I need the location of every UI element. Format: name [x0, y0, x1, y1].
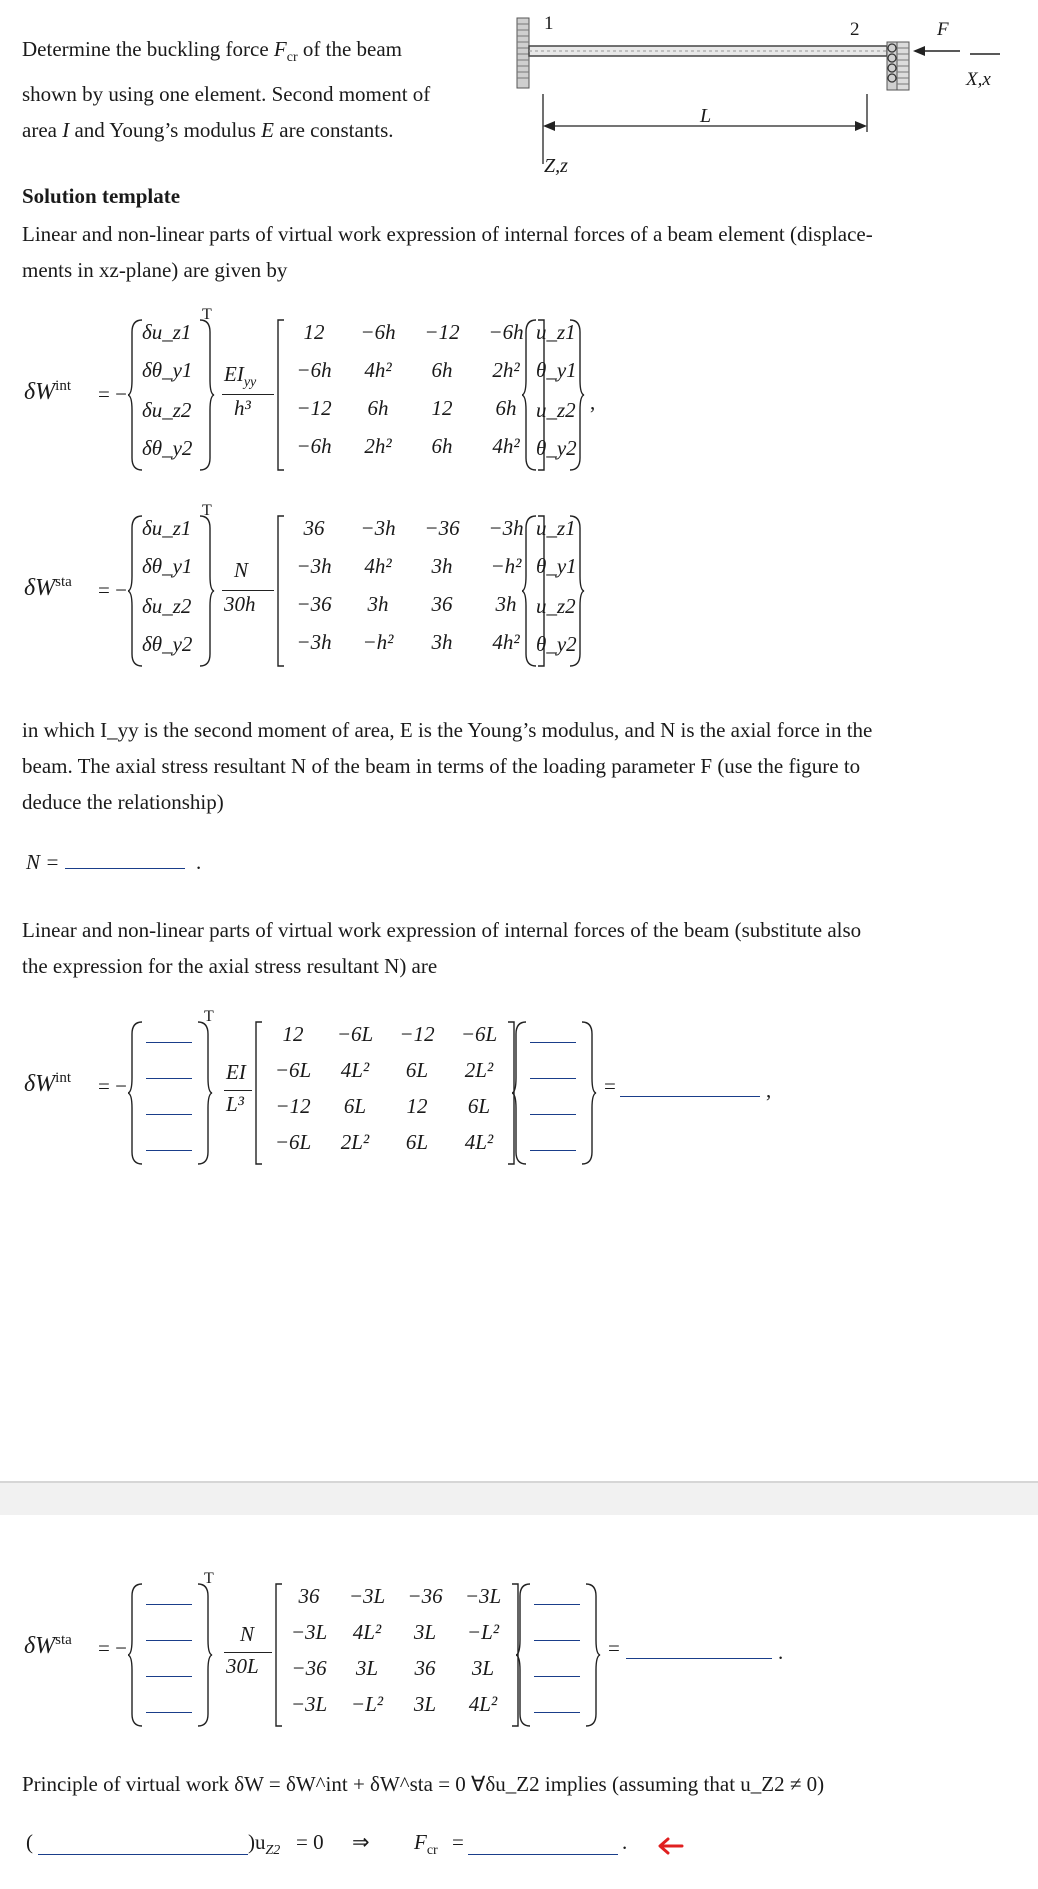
- eq2-matrix-cell: 3h: [431, 554, 453, 578]
- eq4-result-blank[interactable]: [626, 1658, 772, 1659]
- eq4-lvec-blank-3[interactable]: [146, 1676, 192, 1677]
- eq2-rvec-2: θ_y1: [536, 554, 577, 578]
- solution-heading: Solution template: [22, 184, 181, 208]
- final-open-paren: (: [26, 1830, 33, 1854]
- principle-text: Principle of virtual work δW = δW^int + δW^sta = 0 ∀δu_Z2 implies (assuming that u_Z2 ≠ 0): [22, 1772, 825, 1796]
- eq4-coef-num: N: [240, 1622, 255, 1646]
- eq1-lhs: $\delta W^{int}$: [24, 378, 71, 405]
- eq2-matrix-cell: 4h²: [492, 630, 520, 654]
- eq3-matrix-cell: 6L: [467, 1094, 491, 1118]
- final-eq0: = 0: [296, 1830, 324, 1854]
- eq4-coef-den: 30L: [226, 1654, 259, 1678]
- equation-internal-beam: [0, 1008, 1038, 1182]
- eq4-equals: = −: [98, 1636, 127, 1660]
- eq4-rvec-blank-2[interactable]: [534, 1640, 580, 1641]
- eq4-lvec-blank-1[interactable]: [146, 1604, 192, 1605]
- eq1-vec-3: δu_z2: [142, 398, 192, 422]
- eq3-lvec-blank-1[interactable]: [146, 1042, 192, 1043]
- eq1-matrix-cell: 6h: [495, 396, 517, 420]
- eq3-lhs: $\delta W^{int}$: [24, 1070, 71, 1097]
- final-tail: .: [622, 1830, 628, 1854]
- final-fcr-eq: =: [452, 1830, 464, 1854]
- eq2-matrix-cell: 36: [303, 516, 325, 540]
- eq3-matrix-cell: −12: [275, 1094, 311, 1118]
- final-implies: ⇒: [352, 1830, 370, 1854]
- eq4-rvec-blank-4[interactable]: [534, 1712, 580, 1713]
- eq2-matrix-cell: −36: [296, 592, 332, 616]
- eq1-matrix-cell: 6h: [431, 434, 453, 458]
- eq2-rvec-4: θ_y2: [536, 632, 577, 656]
- eq4-matrix-cell: 36: [414, 1656, 436, 1680]
- eq4-matrix-cell: −3L: [290, 1692, 328, 1716]
- eq2-matrix-cell: −3h: [296, 554, 332, 578]
- beam-line-1: Linear and non-linear parts of virtual work expression of internal forces of the beam (substitute also: [22, 918, 862, 942]
- eq3-matrix-cell: 4L²: [464, 1130, 494, 1154]
- eq1-coef-num: $EI_{yy}$: [224, 362, 257, 391]
- eq2-vec-1: δu_z1: [142, 516, 192, 540]
- eq4-matrix-cell: −3L: [348, 1584, 386, 1608]
- eq2-matrix-cell: −36: [424, 516, 460, 540]
- eq3-matrix-cell: 12: [282, 1022, 304, 1046]
- eq2-lhs: $\delta W^{sta}$: [24, 574, 72, 601]
- eq3-transpose: T: [204, 1008, 214, 1025]
- eq4-matrix-cell: −36: [291, 1656, 327, 1680]
- eq4-matrix-cell: −L²: [466, 1620, 500, 1644]
- eq1-vec-2: δθ_y1: [142, 358, 193, 382]
- eq4-matrix-cell: −L²: [350, 1692, 384, 1716]
- node-1-label: 1: [544, 13, 554, 34]
- eq3-matrix-cell: −6L: [460, 1022, 498, 1046]
- n-tail: .: [195, 850, 202, 874]
- eq4-matrix-cell: 3L: [413, 1620, 437, 1644]
- eq1-coef-den: h³: [234, 396, 251, 420]
- eq3-matrix-cell: 2L²: [340, 1130, 370, 1154]
- eq1-matrix-cell: 2h²: [492, 358, 520, 382]
- eq3-equals: = −: [98, 1074, 127, 1098]
- eq4-eq: =: [608, 1636, 620, 1660]
- eq1-vec-4: δθ_y2: [142, 436, 193, 460]
- eq2-vec-2: δθ_y1: [142, 554, 193, 578]
- equation-internal-element: [0, 306, 1038, 480]
- eq1-rvec-4: θ_y2: [536, 436, 577, 460]
- eq3-coef-den: L³: [226, 1092, 244, 1116]
- eq1-matrix-cell: 4h²: [364, 358, 392, 382]
- eq4-matrix-cell: 4L²: [468, 1692, 498, 1716]
- eq1-matrix-cell: −6h: [360, 320, 396, 344]
- problem-line-2: shown by using one element. Second moment of: [22, 82, 431, 107]
- eq2-matrix-cell: −3h: [360, 516, 396, 540]
- eq4-matrix-cell: −3L: [464, 1584, 502, 1608]
- eq1-matrix-cell: −6h: [296, 358, 332, 382]
- eq1-matrix-cell: 12: [431, 396, 453, 420]
- eq4-matrix-cell: −36: [407, 1584, 443, 1608]
- eq3-result-blank[interactable]: [620, 1096, 760, 1097]
- eq1-matrix-cell: 6h: [367, 396, 389, 420]
- beam-line-2: the expression for the axial stress resultant N) are: [22, 954, 438, 978]
- eq2-coef-num: N: [234, 558, 249, 582]
- eq1-rvec-3: u_z2: [536, 398, 576, 422]
- equation-geometric-element: [0, 502, 1038, 676]
- eq2-matrix-cell: −3h: [296, 630, 332, 654]
- eq1-matrix-cell: 2h²: [364, 434, 392, 458]
- final-close: )$u_{Z2}$: [248, 1830, 281, 1859]
- eq3-lvec-blank-4[interactable]: [146, 1150, 192, 1151]
- eq1-rvec-1: u_z1: [536, 320, 576, 344]
- eq4-lhs: $\delta W^{sta}$: [24, 1632, 72, 1659]
- z-axis-label: Z,z: [544, 155, 568, 177]
- eq3-rvec-blank-3[interactable]: [530, 1114, 576, 1115]
- eq4-tail: .: [778, 1640, 784, 1664]
- eq2-vec-3: δu_z2: [142, 594, 192, 618]
- eq3-coef-num: EI: [226, 1060, 246, 1084]
- final-answer-row: [26, 1826, 986, 1866]
- eq4-lvec-blank-4[interactable]: [146, 1712, 192, 1713]
- eq3-matrix-cell: 4L²: [340, 1058, 370, 1082]
- eq2-transpose: T: [202, 502, 212, 519]
- eq2-equals: = −: [98, 578, 127, 602]
- page-separator: [0, 1481, 1038, 1515]
- eq2-matrix-cell: 3h: [495, 592, 517, 616]
- eq2-vec-4: δθ_y2: [142, 632, 193, 656]
- eq1-matrix-cell: 4h²: [492, 434, 520, 458]
- eq4-rvec-blank-3[interactable]: [534, 1676, 580, 1677]
- eq3-matrix-cell: −6L: [336, 1022, 374, 1046]
- eq4-matrix-cell: 3L: [413, 1692, 437, 1716]
- x-axis-label: X,x: [966, 69, 991, 90]
- eq2-matrix-cell: −h²: [490, 554, 522, 578]
- eq2-matrix-cell: 3h: [431, 630, 453, 654]
- eq1-matrix-cell: −12: [424, 320, 460, 344]
- eq4-matrix-cell: 4L²: [352, 1620, 382, 1644]
- eq4-lvec-blank-2[interactable]: [146, 1640, 192, 1641]
- n-answer-row: [26, 844, 201, 880]
- intro-line-1: Linear and non-linear parts of virtual work expression of internal forces of a beam element (displace-: [22, 222, 873, 246]
- eq2-matrix-cell: 3h: [367, 592, 389, 616]
- red-arrow-icon[interactable]: [656, 1836, 684, 1856]
- eq2-coef-den: 30h: [224, 592, 256, 616]
- problem-statement: [22, 31, 502, 148]
- eq3-lvec-blank-2[interactable]: [146, 1078, 192, 1079]
- eq2-matrix-cell: 4h²: [364, 554, 392, 578]
- n-label: N =: [26, 850, 60, 874]
- eq1-matrix-cell: −6h: [296, 434, 332, 458]
- eq3-matrix-cell: 12: [406, 1094, 428, 1118]
- node-2-label: 2: [850, 19, 860, 40]
- final-coef-blank[interactable]: [38, 1854, 248, 1855]
- eq3-matrix-cell: 6L: [405, 1058, 429, 1082]
- problem-line-3: area I and Young’s modulus E are constants.: [22, 118, 394, 143]
- intro-line-2: ments in xz-plane) are given by: [22, 258, 288, 282]
- eq3-matrix-cell: −12: [399, 1022, 435, 1046]
- eq2-matrix-cell: −h²: [362, 630, 394, 654]
- eq3-rvec-blank-4[interactable]: [530, 1150, 576, 1151]
- eq4-transpose: T: [204, 1570, 214, 1587]
- eq3-rvec-blank-1[interactable]: [530, 1042, 576, 1043]
- eq3-matrix-cell: −6L: [274, 1130, 312, 1154]
- eq1-transpose: T: [202, 306, 212, 323]
- eq2-rvec-1: u_z1: [536, 516, 576, 540]
- eq1-rvec-2: θ_y1: [536, 358, 577, 382]
- explain-line-1: in which I_yy is the second moment of area, E is the Young’s modulus, and N is the axial force in the: [22, 718, 873, 742]
- beam: [529, 46, 887, 56]
- eq3-rvec-blank-2[interactable]: [530, 1078, 576, 1079]
- n-answer-blank[interactable]: [65, 848, 185, 869]
- eq3-lvec-blank-3[interactable]: [146, 1114, 192, 1115]
- eq4-matrix-cell: 3L: [355, 1656, 379, 1680]
- eq2-rvec-3: u_z2: [536, 594, 576, 618]
- force-label: F: [937, 19, 949, 40]
- eq3-matrix-cell: 2L²: [464, 1058, 494, 1082]
- eq3-matrix-cell: −6L: [274, 1058, 312, 1082]
- eq4-matrix-cell: 36: [298, 1584, 320, 1608]
- explain-line-2: beam. The axial stress resultant N of the beam in terms of the loading parameter F (use the figure to: [22, 754, 861, 778]
- eq3-matrix-cell: 6L: [405, 1130, 429, 1154]
- eq3-eq: =: [604, 1074, 616, 1098]
- eq1-matrix-cell: −6h: [488, 320, 524, 344]
- equation-geometric-beam: [0, 1570, 1038, 1744]
- eq1-matrix-cell: 12: [303, 320, 325, 344]
- final-fcr: $F_{cr}$: [414, 1830, 438, 1859]
- eq4-matrix-cell: 3L: [471, 1656, 495, 1680]
- eq4-rvec-blank-1[interactable]: [534, 1604, 580, 1605]
- eq1-vec-1: δu_z1: [142, 320, 192, 344]
- eq1-matrix-cell: 6h: [431, 358, 453, 382]
- eq2-matrix-cell: −3h: [488, 516, 524, 540]
- final-fcr-blank[interactable]: [468, 1854, 618, 1855]
- eq1-matrix-cell: −12: [296, 396, 332, 420]
- eq3-tail: ,: [766, 1078, 772, 1102]
- eq1-equals: = −: [98, 382, 127, 406]
- length-label: L: [700, 105, 712, 127]
- eq1-tail: ,: [590, 390, 596, 414]
- eq3-matrix-cell: 6L: [343, 1094, 367, 1118]
- explain-line-3: deduce the relationship): [22, 790, 224, 814]
- problem-line-1: Determine the buckling force $F_{cr}$ of the beam: [22, 37, 402, 66]
- eq2-matrix-cell: 36: [431, 592, 453, 616]
- eq4-matrix-cell: −3L: [290, 1620, 328, 1644]
